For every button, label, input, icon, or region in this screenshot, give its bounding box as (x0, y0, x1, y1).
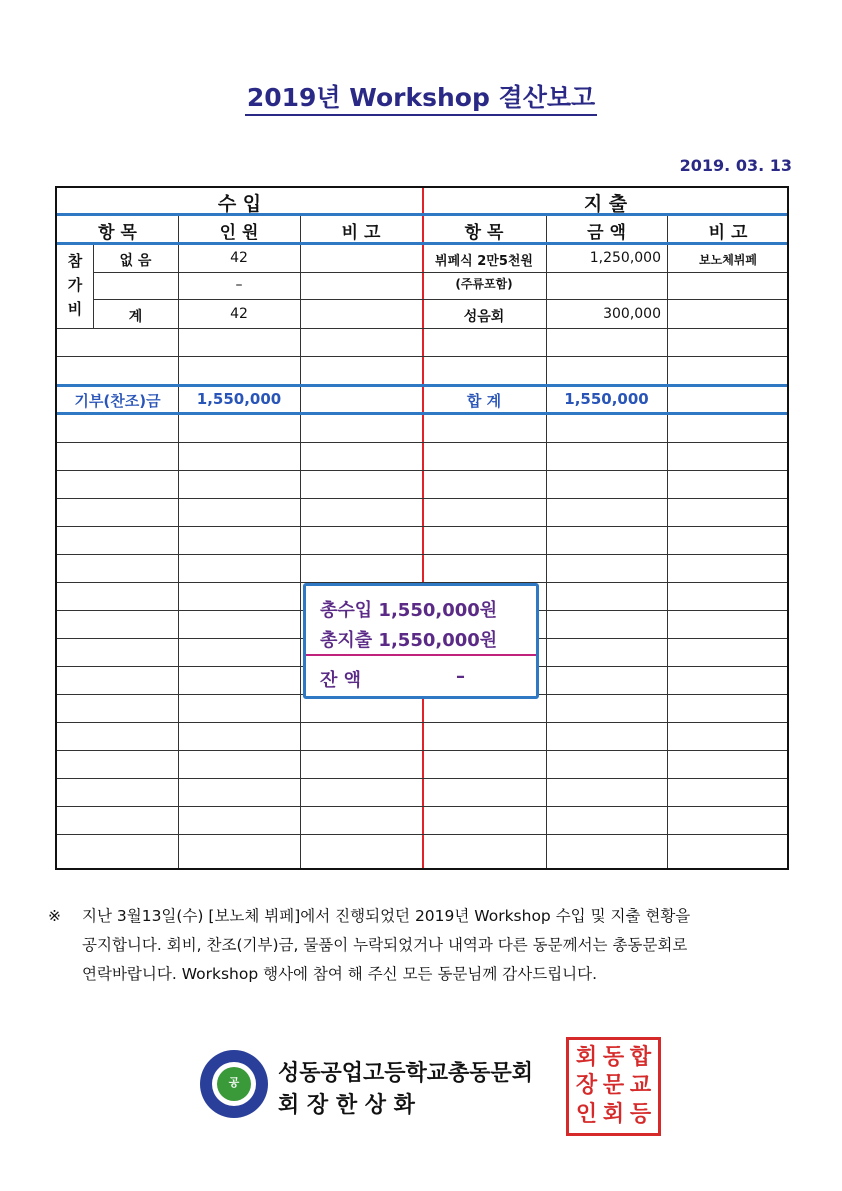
col-expense-note: 비 고 (708, 223, 748, 243)
col-line (300, 214, 301, 868)
col-income-note: 비 고 (341, 223, 381, 243)
school-logo-icon (200, 1050, 268, 1118)
expense-item: 뷔페식 2만5천원 (435, 254, 533, 269)
total-line (57, 412, 787, 415)
row-line (57, 498, 787, 499)
col-line (667, 214, 668, 868)
expense-item: 성음회 (463, 309, 505, 325)
fee-label-1: 참 (67, 252, 83, 270)
summary-box (303, 583, 539, 699)
row-line (93, 272, 787, 273)
seal-char: 회 (602, 1101, 625, 1127)
fee-label-3: 비 (67, 300, 83, 318)
total-label: 합 계 (466, 392, 502, 410)
total-line (57, 384, 787, 387)
total-amount: 1,550,000 (564, 390, 649, 408)
summary-income: 총수입 1,550,000원 (320, 600, 498, 621)
row-line (57, 442, 787, 443)
row-line (57, 356, 787, 357)
col-expense-item: 항 목 (464, 223, 504, 243)
row-line (57, 750, 787, 751)
org-name: 성동공업고등학교총동문회 (278, 1061, 534, 1086)
seal-char: 문 (602, 1073, 625, 1099)
expense-note: 보노체뷔페 (699, 253, 757, 267)
donation-label: 기부(찬조)금 (74, 392, 161, 410)
row-line (57, 778, 787, 779)
col-expense-amount: 금 액 (587, 223, 626, 243)
president-name: 회 장 한 상 화 (278, 1093, 415, 1118)
notice-line-2: 공지합니다. 회비, 찬조(기부)금, 물품이 누락되었거나 내역과 다른 동문께서는 총동문회로 (82, 936, 688, 954)
official-seal-icon (566, 1037, 661, 1136)
seal-char: 장 (575, 1073, 598, 1099)
page-title: 2019년 Workshop 결산보고 (0, 78, 842, 114)
seal-chars (573, 1044, 654, 1129)
row-line (57, 722, 787, 723)
row-line (57, 834, 787, 835)
seal-char: 합 (629, 1045, 652, 1070)
notice-line-1: 지난 3월13일(수) [보노체 뷔페]에서 진행되었던 2019년 Workshop 수입 및 지출 현황을 (82, 907, 691, 925)
report-date: 2019. 03. 13 (679, 156, 792, 175)
row-line (57, 806, 787, 807)
income-count: – (235, 277, 243, 293)
income-item: 계 (128, 309, 143, 325)
logo-text: 공 (228, 1076, 240, 1089)
row-line (57, 470, 787, 471)
expense-header: 지 출 (583, 193, 628, 215)
income-count: 42 (230, 306, 248, 322)
expense-item: (주류포함) (455, 277, 513, 291)
summary-divider (306, 654, 536, 656)
col-income-item: 항 목 (98, 223, 137, 243)
notice-mark: ※ (48, 907, 61, 925)
seal-char: 등 (629, 1101, 652, 1127)
seal-char: 동 (602, 1045, 625, 1070)
donation-amount: 1,550,000 (196, 390, 282, 408)
income-header: 수 입 (217, 193, 262, 215)
row-line (57, 328, 787, 329)
row-line (57, 526, 787, 527)
notice (36, 902, 806, 989)
fee-label-2: 가 (67, 276, 83, 294)
settlement-table (55, 186, 789, 870)
row-line (93, 299, 787, 300)
expense-amount: 1,250,000 (589, 250, 661, 266)
col-income-count: 인 원 (219, 223, 259, 243)
notice-line-3: 연락바랍니다. Workshop 행사에 참여 해 주신 모든 동문님께 감사드립니다. (82, 965, 598, 983)
balance-label: 잔 액 (320, 670, 362, 691)
row-line (57, 554, 787, 555)
seal-char: 회 (575, 1045, 598, 1070)
seal-char: 인 (575, 1101, 598, 1127)
expense-amount: 300,000 (603, 306, 661, 322)
summary-expense: 총지출 1,550,000원 (320, 630, 498, 651)
seal-char: 교 (629, 1073, 652, 1099)
income-item: 없 음 (119, 253, 152, 269)
balance-value: – (456, 666, 465, 687)
income-count: 42 (230, 250, 248, 266)
